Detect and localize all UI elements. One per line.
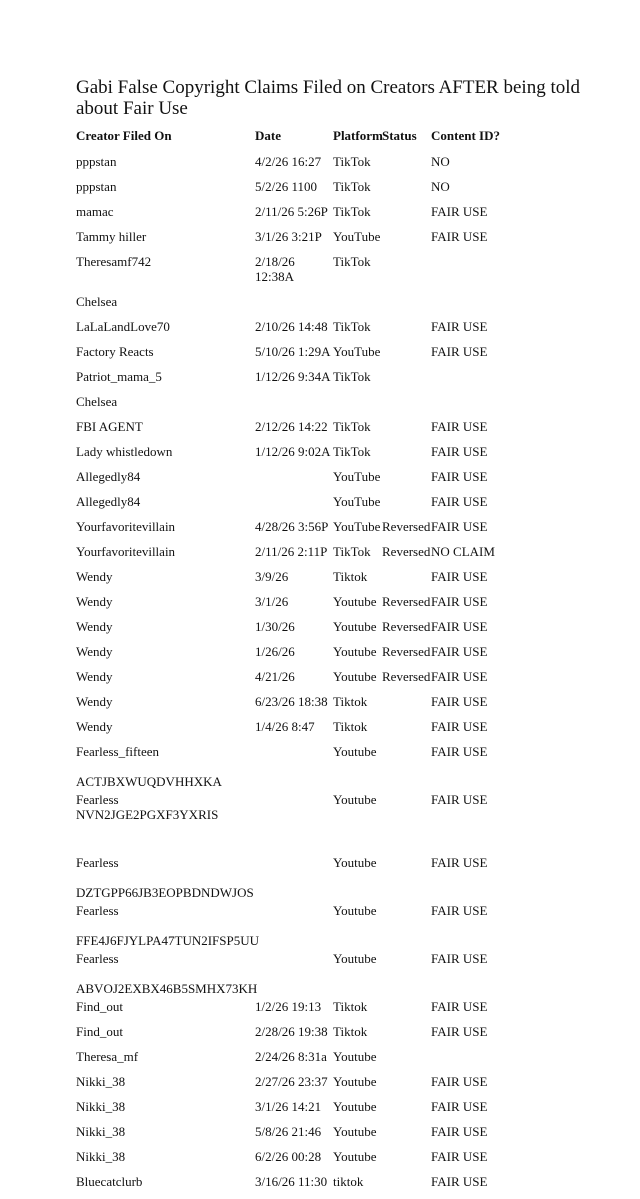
row-status-cell: Reversed	[382, 519, 431, 534]
row-platform-cell: TikTok	[333, 179, 371, 194]
document-title: Gabi False Copyright Claims Filed on Creators AFTER being told about Fair Use	[76, 77, 581, 119]
row-date-cell: 2/18/26 12:38A	[255, 254, 295, 284]
row-content-id-cell: FAIR USE	[431, 444, 488, 459]
row-creator-cell: Wendy	[76, 694, 113, 709]
row-date-cell: 1/30/26	[255, 619, 295, 634]
row-content-id-cell: FAIR USE	[431, 792, 488, 807]
row-date-cell: 2/11/26 5:26P	[255, 204, 328, 219]
row-creator-cell: pppstan	[76, 154, 117, 169]
row-content-id-cell: FAIR USE	[431, 951, 488, 966]
row-creator-cell: Nikki_38	[76, 1124, 126, 1139]
row-date-cell: 3/16/26 11:30	[255, 1174, 328, 1189]
row-content-id-cell: FAIR USE	[431, 319, 488, 334]
row-date-cell: 3/9/26	[255, 569, 289, 584]
row-content-id-cell: FAIR USE	[431, 669, 488, 684]
header-creator: Creator Filed On	[76, 128, 172, 143]
row-date-cell: 1/26/26	[255, 644, 295, 659]
row-content-id-cell: FAIR USE	[431, 519, 488, 534]
row-platform-cell: Tiktok	[333, 999, 368, 1014]
row-content-id-cell: FAIR USE	[431, 229, 488, 244]
row-platform-cell: TikTok	[333, 254, 371, 269]
row-date-cell: 1/12/26 9:34A	[255, 369, 331, 384]
row-status-cell: Reversed	[382, 594, 431, 609]
row-content-id-cell: FAIR USE	[431, 419, 488, 434]
row-date-cell: 5/10/26 1:29A	[255, 344, 331, 359]
row-content-id-cell: FAIR USE	[431, 494, 488, 509]
row-content-id-cell: FAIR USE	[431, 1099, 488, 1114]
row-creator-cell: Wendy	[76, 619, 113, 634]
row-platform-cell: TikTok	[333, 544, 371, 559]
row-content-id-cell: FAIR USE	[431, 719, 488, 734]
row-creator-cell: Nikki_38	[76, 1149, 126, 1164]
row-date-cell: 2/24/26 8:31a	[255, 1049, 327, 1064]
row-date-cell: 6/23/26 18:38	[255, 694, 328, 709]
header-content-id: Content ID?	[431, 128, 500, 143]
row-content-id-cell: FAIR USE	[431, 903, 488, 918]
row-platform-cell: Youtube	[333, 619, 377, 634]
row-content-id-cell: FAIR USE	[431, 1174, 488, 1189]
row-date-cell: 1/4/26 8:47	[255, 719, 315, 734]
row-platform-cell: TikTok	[333, 204, 371, 219]
row-content-id-cell: FAIR USE	[431, 744, 488, 759]
header-date: Date	[255, 128, 281, 143]
row-creator-cell: Chelsea	[76, 294, 118, 309]
row-creator-cell: Wendy	[76, 644, 113, 659]
row-creator-cell: Lady whistledown	[76, 444, 173, 459]
row-date-cell: 1/2/26 19:13	[255, 999, 322, 1014]
row-date-cell: 4/21/26	[255, 669, 295, 684]
row-content-id-cell: FAIR USE	[431, 204, 488, 219]
row-platform-cell: TikTok	[333, 154, 371, 169]
row-creator-cell: Wendy	[76, 669, 113, 684]
row-content-id-cell: FAIR USE	[431, 855, 488, 870]
row-date-cell: 3/1/26	[255, 594, 289, 609]
row-platform-cell: YouTube	[333, 229, 381, 244]
row-creator-cell: Wendy	[76, 569, 113, 584]
header-status: Status	[382, 128, 417, 143]
row-date-cell: 4/28/26 3:56P	[255, 519, 329, 534]
row-platform-cell: Youtube	[333, 594, 377, 609]
row-creator-cell: Find_out	[76, 1024, 123, 1039]
row-date-cell: 1/12/26 9:02A	[255, 444, 331, 459]
row-platform-cell: tiktok	[333, 1174, 364, 1189]
row-status-cell: Reversed	[382, 619, 431, 634]
row-creator-cell: Chelsea	[76, 394, 118, 409]
row-content-id-cell: FAIR USE	[431, 619, 488, 634]
row-platform-cell: TikTok	[333, 419, 371, 434]
row-content-id-cell: FAIR USE	[431, 999, 488, 1014]
row-platform-cell: Tiktok	[333, 719, 368, 734]
row-platform-cell: TikTok	[333, 444, 371, 459]
row-date-cell: 6/2/26 00:28	[255, 1149, 322, 1164]
row-platform-cell: Youtube	[333, 1149, 377, 1164]
row-date-cell: 3/1/26 14:21	[255, 1099, 322, 1114]
row-content-id-cell: FAIR USE	[431, 1124, 488, 1139]
row-platform-cell: TikTok	[333, 319, 371, 334]
row-date-cell: 5/8/26 21:46	[255, 1124, 322, 1139]
row-creator-cell: Fearless_fifteen ACTJBXWUQDVHHXKA	[76, 744, 222, 789]
row-content-id-cell: FAIR USE	[431, 1024, 488, 1039]
row-platform-cell: Youtube	[333, 744, 377, 759]
row-date-cell: 2/28/26 19:38	[255, 1024, 328, 1039]
row-date-cell: 5/2/26 1100	[255, 179, 317, 194]
row-creator-cell: LaLaLandLove70	[76, 319, 170, 334]
row-creator-cell: Patriot_mama_5	[76, 369, 162, 384]
row-creator-cell: Fearless DZTGPP66JB3EOPBDNDWJOS	[76, 855, 254, 900]
row-creator-cell: Nikki_38	[76, 1099, 126, 1114]
row-creator-cell: Find_out	[76, 999, 123, 1014]
row-platform-cell: YouTube	[333, 494, 381, 509]
row-creator-cell: FBI AGENT	[76, 419, 143, 434]
row-creator-cell: mamac	[76, 204, 114, 219]
row-platform-cell: Youtube	[333, 669, 377, 684]
row-platform-cell: YouTube	[333, 469, 381, 484]
row-content-id-cell: NO CLAIM	[431, 544, 495, 559]
row-creator-cell: Factory Reacts	[76, 344, 154, 359]
row-platform-cell: Youtube	[333, 903, 377, 918]
row-platform-cell: YouTube	[333, 519, 381, 534]
row-platform-cell: Youtube	[333, 1124, 377, 1139]
row-platform-cell: Tiktok	[333, 694, 368, 709]
row-date-cell: 4/2/26 16:27	[255, 154, 322, 169]
row-date-cell: 2/10/26 14:48	[255, 319, 328, 334]
row-platform-cell: Youtube	[333, 1049, 377, 1064]
row-creator-cell: Allegedly84	[76, 469, 141, 484]
row-date-cell: 2/27/26 23:37	[255, 1074, 328, 1089]
row-platform-cell: Youtube	[333, 644, 377, 659]
row-content-id-cell: FAIR USE	[431, 594, 488, 609]
row-content-id-cell: FAIR USE	[431, 469, 488, 484]
row-content-id-cell: NO	[431, 154, 450, 169]
row-date-cell: 2/12/26 14:22	[255, 419, 328, 434]
row-creator-cell: Theresamf742	[76, 254, 152, 269]
row-status-cell: Reversed	[382, 544, 431, 559]
row-platform-cell: Tiktok	[333, 569, 368, 584]
header-platform: Platform	[333, 128, 383, 143]
row-platform-cell: Youtube	[333, 1074, 377, 1089]
row-creator-cell: Fearless NVN2JGE2PGXF3YXRIS	[76, 792, 219, 822]
row-creator-cell: Nikki_38	[76, 1074, 126, 1089]
row-platform-cell: Youtube	[333, 792, 377, 807]
row-content-id-cell: FAIR USE	[431, 569, 488, 584]
row-creator-cell: Yourfavoritevillain	[76, 544, 176, 559]
row-platform-cell: TikTok	[333, 369, 371, 384]
row-content-id-cell: FAIR USE	[431, 344, 488, 359]
row-creator-cell: Fearless ABVOJ2EXBX46B5SMHX73KH	[76, 951, 258, 996]
row-content-id-cell: FAIR USE	[431, 644, 488, 659]
row-platform-cell: YouTube	[333, 344, 381, 359]
row-date-cell: 2/11/26 2:11P	[255, 544, 328, 559]
row-creator-cell: Theresa_mf	[76, 1049, 139, 1064]
row-creator-cell: Tammy hiller	[76, 229, 147, 244]
row-content-id-cell: FAIR USE	[431, 1149, 488, 1164]
row-status-cell: Reversed	[382, 644, 431, 659]
row-platform-cell: Youtube	[333, 855, 377, 870]
row-creator-cell: Yourfavoritevillain	[76, 519, 176, 534]
row-content-id-cell: FAIR USE	[431, 1074, 488, 1089]
row-status-cell: Reversed	[382, 669, 431, 684]
row-creator-cell: Allegedly84	[76, 494, 141, 509]
row-platform-cell: Tiktok	[333, 1024, 368, 1039]
row-creator-cell: Fearless FFE4J6FJYLPA47TUN2IFSP5UU	[76, 903, 260, 948]
row-content-id-cell: FAIR USE	[431, 694, 488, 709]
row-creator-cell: Wendy	[76, 594, 113, 609]
row-platform-cell: Youtube	[333, 951, 377, 966]
row-date-cell: 3/1/26 3:21P	[255, 229, 322, 244]
row-creator-cell: Bluecatclurb	[76, 1174, 143, 1189]
row-creator-cell: pppstan	[76, 179, 117, 194]
row-creator-cell: Wendy	[76, 719, 113, 734]
row-content-id-cell: NO	[431, 179, 450, 194]
row-platform-cell: Youtube	[333, 1099, 377, 1114]
